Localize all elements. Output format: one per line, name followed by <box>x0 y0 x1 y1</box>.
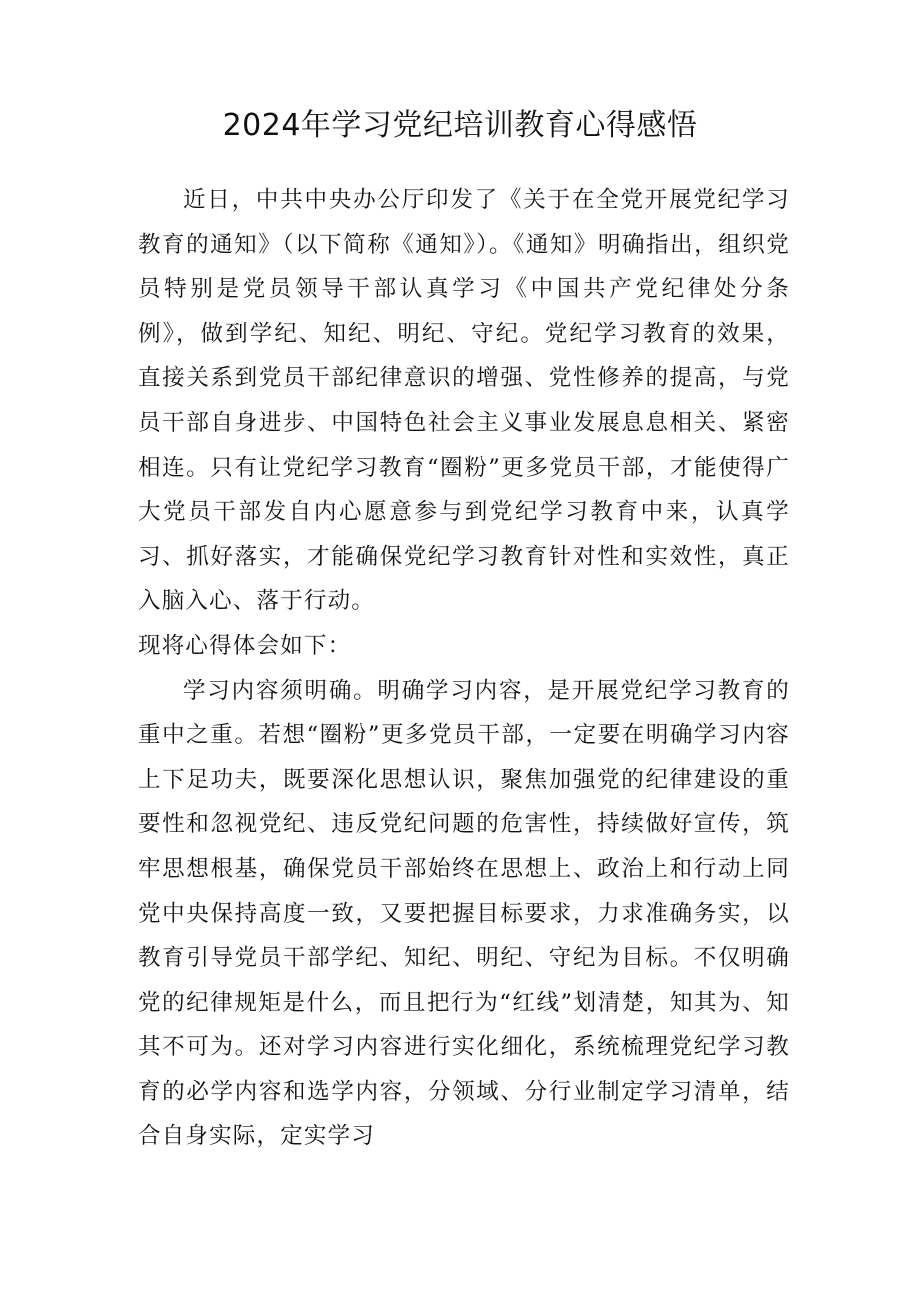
paragraph-study-content: 学习内容须明确。明确学习内容，是开展党纪学习教育的重中之重。若想“圈粉”更多党员干部，一定要在明确学习内容上下足功夫，既要深化思想认识，聚焦加强党的纪律建设的重要性和忽视党纪、违反党纪问题的危害性，持续做好宣传，筑牢思想根基，确保党员干部始终在思想上、政治上和行动上同党中央保持高度一致，又要把握目标要求，力求准确务实，以教育引导党员干部学纪、知纪、明纪、守纪为目标。不仅明确党的纪律规矩是什么，而且把行为“红线”划清楚，知其为、知其不可为。还对学习内容进行实化细化，系统梳理党纪学习教育的必学内容和选学内容，分领域、分行业制定学习清单，结合自身实际，定实学习 <box>138 677 790 1150</box>
paragraph-intro: 近日，中共中央办公厅印发了《关于在全党开展党纪学习教育的通知》（以下简称《通知》）。《通知》明确指出，组织党员特别是党员领导干部认真学习《中国共产党纪律处分条例》，做到学纪、知纪、明纪、守纪。党纪学习教育的效果，直接关系到党员干部纪律意识的增强、党性修养的提高，与党员干部自身进步、中国特色社会主义事业发展息息相关、紧密相连。只有让党纪学习教育“圈粉”更多党员干部，才能使得广大党员干部发自内心愿意参与到党纪学习教育中来，认真学习、抓好落实，才能确保党纪学习教育针对性和实效性，真正入脑入心、落于行动。 <box>138 187 790 615</box>
document-title: 2024年学习党纪培训教育心得感悟 <box>222 108 698 143</box>
document-body <box>138 178 790 1159</box>
paragraph-lead-in: 现将心得体会如下： <box>138 632 352 659</box>
